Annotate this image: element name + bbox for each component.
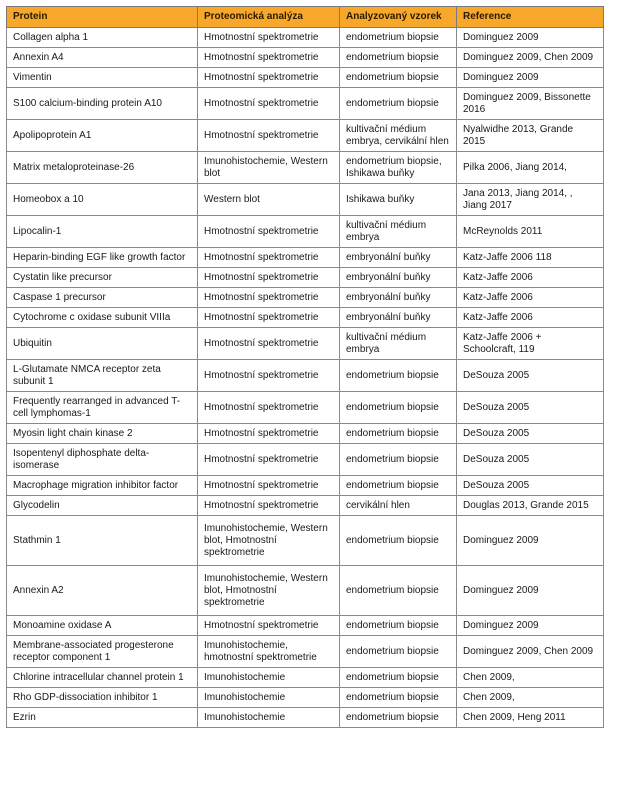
table-row [7, 708, 604, 728]
cell-reference: Chen 2009, [457, 688, 604, 708]
cell-analysis: Imunohistochemie, Western blot, Hmotnostní spektrometrie [198, 516, 340, 566]
cell-analysis: Hmotnostní spektrometrie [198, 360, 340, 392]
cell-reference: Dominguez 2009 [457, 616, 604, 636]
cell-protein: Matrix metaloproteinase-26 [7, 152, 198, 184]
cell-analysis: Hmotnostní spektrometrie [198, 268, 340, 288]
protein-table [6, 6, 604, 728]
cell-sample: endometrium biopsie [340, 616, 457, 636]
cell-sample: embryonální buňky [340, 308, 457, 328]
cell-sample: endometrium biopsie [340, 88, 457, 120]
cell-reference: DeSouza 2005 [457, 476, 604, 496]
cell-sample: endometrium biopsie [340, 476, 457, 496]
cell-protein: Frequently rearranged in advanced T-cell lymphomas-1 [7, 392, 198, 424]
table-row [7, 288, 604, 308]
cell-sample: endometrium biopsie [340, 708, 457, 728]
cell-protein: Myosin light chain kinase 2 [7, 424, 198, 444]
cell-reference: Katz-Jaffe 2006 [457, 308, 604, 328]
table-row [7, 424, 604, 444]
cell-analysis: Hmotnostní spektrometrie [198, 496, 340, 516]
cell-analysis: Hmotnostní spektrometrie [198, 216, 340, 248]
cell-sample: kultivační médium embrya [340, 328, 457, 360]
table-row [7, 88, 604, 120]
cell-reference: Pilka 2006, Jiang 2014, [457, 152, 604, 184]
cell-reference: Katz-Jaffe 2006 118 [457, 248, 604, 268]
cell-protein: Rho GDP-dissociation inhibitor 1 [7, 688, 198, 708]
cell-sample: embryonální buňky [340, 268, 457, 288]
cell-protein: Chlorine intracellular channel protein 1 [7, 668, 198, 688]
cell-protein: Ubiquitin [7, 328, 198, 360]
table-row [7, 120, 604, 152]
cell-analysis: Hmotnostní spektrometrie [198, 424, 340, 444]
cell-sample: endometrium biopsie [340, 68, 457, 88]
cell-protein: Macrophage migration inhibitor factor [7, 476, 198, 496]
cell-reference: Douglas 2013, Grande 2015 [457, 496, 604, 516]
cell-sample: cervikální hlen [340, 496, 457, 516]
cell-sample: endometrium biopsie [340, 688, 457, 708]
cell-sample: endometrium biopsie [340, 668, 457, 688]
cell-analysis: Imunohistochemie, Western blot [198, 152, 340, 184]
cell-sample: endometrium biopsie [340, 424, 457, 444]
cell-reference: Chen 2009, Heng 2011 [457, 708, 604, 728]
cell-analysis: Hmotnostní spektrometrie [198, 48, 340, 68]
cell-protein: Glycodelin [7, 496, 198, 516]
cell-reference: Dominguez 2009 [457, 516, 604, 566]
cell-reference: Katz-Jaffe 2006 [457, 268, 604, 288]
cell-analysis: Hmotnostní spektrometrie [198, 328, 340, 360]
cell-sample: endometrium biopsie [340, 48, 457, 68]
cell-analysis: Imunohistochemie [198, 668, 340, 688]
cell-analysis: Hmotnostní spektrometrie [198, 392, 340, 424]
cell-protein: Lipocalin-1 [7, 216, 198, 248]
cell-sample: endometrium biopsie [340, 516, 457, 566]
cell-reference: McReynolds 2011 [457, 216, 604, 248]
table-row [7, 616, 604, 636]
cell-analysis: Hmotnostní spektrometrie [198, 248, 340, 268]
cell-reference: Jana 2013, Jiang 2014, , Jiang 2017 [457, 184, 604, 216]
header-protein: Protein [7, 7, 198, 28]
cell-reference: DeSouza 2005 [457, 444, 604, 476]
cell-reference: Dominguez 2009 [457, 566, 604, 616]
table-container [6, 6, 603, 728]
cell-sample: kultivační médium embrya, cervikální hlen [340, 120, 457, 152]
cell-analysis: Hmotnostní spektrometrie [198, 120, 340, 152]
table-row [7, 444, 604, 476]
table-row [7, 392, 604, 424]
table-row [7, 688, 604, 708]
cell-protein: Heparin-binding EGF like growth factor [7, 248, 198, 268]
cell-reference: Chen 2009, [457, 668, 604, 688]
cell-analysis: Hmotnostní spektrometrie [198, 28, 340, 48]
cell-protein: Apolipoprotein A1 [7, 120, 198, 152]
table-row [7, 328, 604, 360]
cell-protein: Stathmin 1 [7, 516, 198, 566]
cell-analysis: Hmotnostní spektrometrie [198, 68, 340, 88]
cell-sample: endometrium biopsie [340, 566, 457, 616]
header-reference: Reference [457, 7, 604, 28]
cell-sample: endometrium biopsie [340, 360, 457, 392]
cell-analysis: Imunohistochemie [198, 688, 340, 708]
table-row [7, 216, 604, 248]
cell-reference: Katz-Jaffe 2006 + Schoolcraft, 119 [457, 328, 604, 360]
cell-sample: endometrium biopsie [340, 28, 457, 48]
cell-analysis: Hmotnostní spektrometrie [198, 444, 340, 476]
cell-protein: Homeobox a 10 [7, 184, 198, 216]
table-row [7, 636, 604, 668]
cell-protein: Cytochrome c oxidase subunit VIIIa [7, 308, 198, 328]
table-row [7, 566, 604, 616]
cell-reference: Katz-Jaffe 2006 [457, 288, 604, 308]
cell-analysis: Hmotnostní spektrometrie [198, 88, 340, 120]
cell-sample: endometrium biopsie [340, 444, 457, 476]
cell-protein: Membrane-associated progesterone receptor component 1 [7, 636, 198, 668]
cell-reference: Dominguez 2009, Chen 2009 [457, 48, 604, 68]
table-row [7, 268, 604, 288]
cell-sample: kultivační médium embrya [340, 216, 457, 248]
cell-protein: Collagen alpha 1 [7, 28, 198, 48]
table-row [7, 152, 604, 184]
cell-protein: L-Glutamate NMCA receptor zeta subunit 1 [7, 360, 198, 392]
cell-sample: endometrium biopsie, Ishikawa buňky [340, 152, 457, 184]
table-header-row [7, 7, 604, 28]
cell-analysis: Imunohistochemie, Western blot, Hmotnostní spektrometrie [198, 566, 340, 616]
cell-sample: embryonální buňky [340, 288, 457, 308]
cell-reference: Dominguez 2009, Bissonette 2016 [457, 88, 604, 120]
cell-protein: Caspase 1 precursor [7, 288, 198, 308]
table-row [7, 48, 604, 68]
cell-analysis: Imunohistochemie [198, 708, 340, 728]
cell-reference: Dominguez 2009 [457, 68, 604, 88]
table-row [7, 308, 604, 328]
cell-analysis: Hmotnostní spektrometrie [198, 288, 340, 308]
cell-reference: Dominguez 2009, Chen 2009 [457, 636, 604, 668]
cell-sample: endometrium biopsie [340, 636, 457, 668]
cell-reference: Nyalwidhe 2013, Grande 2015 [457, 120, 604, 152]
cell-protein: Annexin A4 [7, 48, 198, 68]
cell-protein: Ezrin [7, 708, 198, 728]
table-row [7, 496, 604, 516]
cell-protein: Monoamine oxidase A [7, 616, 198, 636]
table-row [7, 28, 604, 48]
table-row [7, 68, 604, 88]
cell-sample: endometrium biopsie [340, 392, 457, 424]
cell-reference: DeSouza 2005 [457, 360, 604, 392]
table-row [7, 668, 604, 688]
cell-reference: DeSouza 2005 [457, 424, 604, 444]
table-row [7, 516, 604, 566]
table-row [7, 248, 604, 268]
header-analyzed-sample: Analyzovaný vzorek [340, 7, 457, 28]
cell-analysis: Hmotnostní spektrometrie [198, 476, 340, 496]
header-proteomic-analysis: Proteomická analýza [198, 7, 340, 28]
cell-protein: S100 calcium-binding protein A10 [7, 88, 198, 120]
table-row [7, 360, 604, 392]
cell-protein: Annexin A2 [7, 566, 198, 616]
cell-analysis: Imunohistochemie, hmotnostní spektrometrie [198, 636, 340, 668]
cell-protein: Isopentenyl diphosphate delta-isomerase [7, 444, 198, 476]
table-row [7, 476, 604, 496]
cell-analysis: Hmotnostní spektrometrie [198, 616, 340, 636]
cell-reference: Dominguez 2009 [457, 28, 604, 48]
cell-analysis: Western blot [198, 184, 340, 216]
cell-protein: Cystatin like precursor [7, 268, 198, 288]
cell-protein: Vimentin [7, 68, 198, 88]
cell-analysis: Hmotnostní spektrometrie [198, 308, 340, 328]
table-row [7, 184, 604, 216]
cell-sample: embryonální buňky [340, 248, 457, 268]
cell-sample: Ishikawa buňky [340, 184, 457, 216]
table-body [7, 28, 604, 728]
cell-reference: DeSouza 2005 [457, 392, 604, 424]
